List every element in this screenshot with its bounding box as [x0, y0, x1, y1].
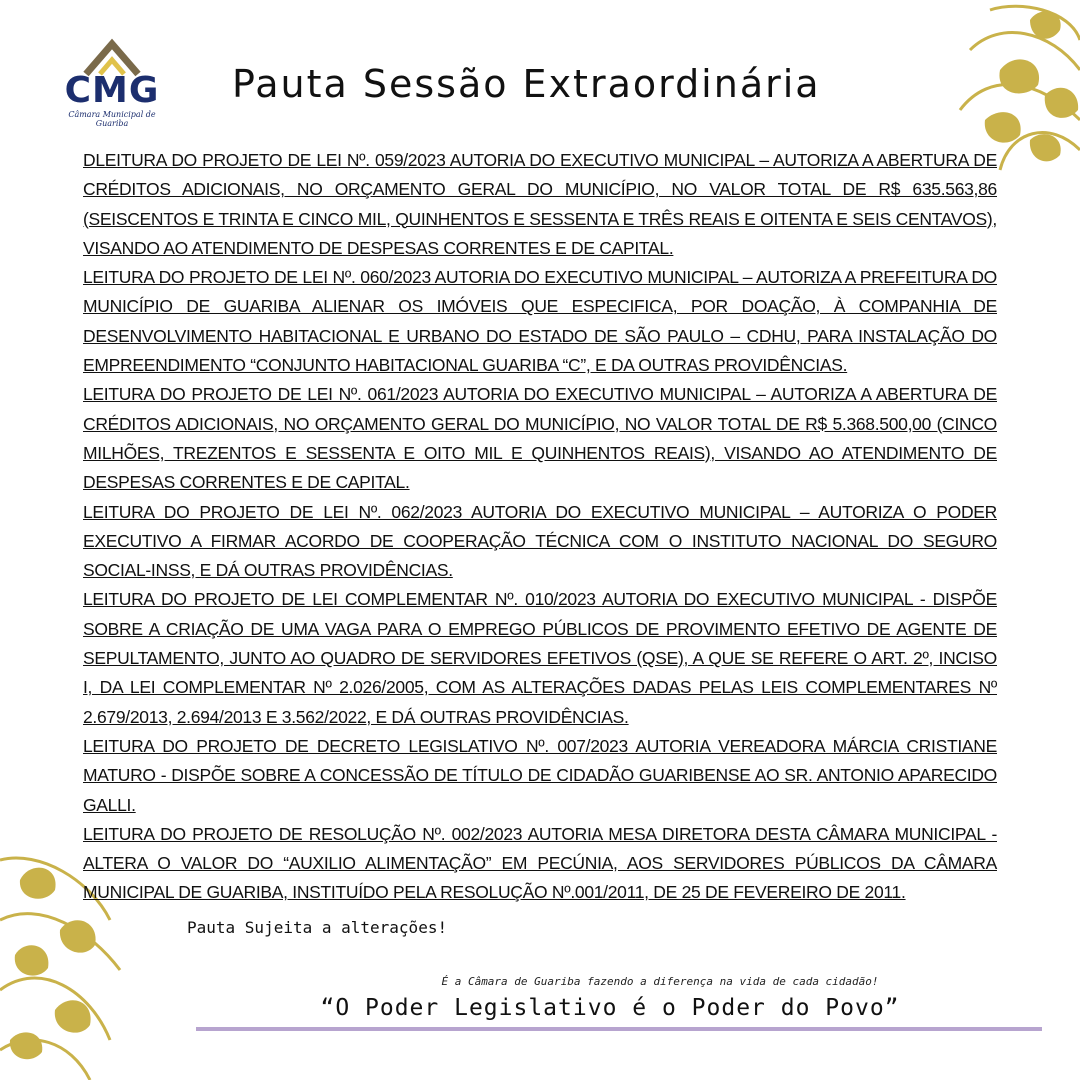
agenda-item: LEITURA DO PROJETO DE RESOLUÇÃO Nº. 002/2023 AUTORIA MESA DIRETORA DESTA CÂMARA MUNICIPAL - ALTERA O VALOR DO “AUXILIO ALIMENTAÇÃO” EM PECÚNIA, AOS SERVIDORES PÚBLICOS DA CÂMARA MUNICIPAL DE GUARIBA, INSTITUÍDO PELA RESOLUÇÃO Nº.001/2011, DE 25 DE FEVEREIRO DE 2011. [83, 823, 997, 903]
agenda-list [83, 146, 997, 908]
logo-subtitle: Câmara Municipal de Guariba [68, 110, 156, 128]
logo [52, 38, 172, 128]
motto-quote: “O Poder Legislativo é o Poder do Povo” [320, 995, 900, 1021]
page-title: Pauta Sessão Extraordinária [232, 62, 821, 106]
schedule-note: Pauta Sujeita a alterações! [187, 918, 448, 937]
agenda-item: LEITURA DO PROJETO DE LEI Nº. 061/2023 AUTORIA DO EXECUTIVO MUNICIPAL – AUTORIZA A ABERTURA DE CRÉDITOS ADICIONAIS, NO ORÇAMENTO GERAL DO MUNICÍPIO, NO VALOR TOTAL DE R$ 5.368.500,00 (CINCO MILHÕES, TREZENTOS E SESSENTA E OITO MIL E QUINHENTOS REAIS), VISANDO AO ATENDIMENTO DE DESPESAS CORRENTES E DE CAPITAL. [83, 384, 997, 493]
agenda-item: DLEITURA DO PROJETO DE LEI Nº. 059/2023 AUTORIA DO EXECUTIVO MUNICIPAL – AUTORIZA A ABERTURA DE CRÉDITOS ADICIONAIS, NO ORÇAMENTO GERAL DO MUNICÍPIO, NO VALOR TOTAL DE R$ 635.563,86 (SEISCENTOS E TRINTA E CINCO MIL, QUINHENTOS E SESSENTA E TRÊS REAIS E OITENTA E SEIS CENTAVOS), VISANDO AO ATENDIMENTO DE DESPESAS CORRENTES E DE CAPITAL. [83, 150, 997, 258]
divider-rule [196, 1027, 1042, 1031]
agenda-item: LEITURA DO PROJETO DE DECRETO LEGISLATIVO Nº. 007/2023 AUTORIA VEREADORA MÁRCIA CRISTIANE MATURO - DISPÕE SOBRE A CONCESSÃO DE TÍTULO DE CIDADÃO GUARIBENSE AO SR. ANTONIO APARECIDO GALLI. [83, 735, 997, 815]
tagline: É a Câmara de Guariba fazendo a diferença na vida de cada cidadão! [441, 975, 879, 988]
agenda-item: LEITURA DO PROJETO DE LEI Nº. 060/2023 AUTORIA DO EXECUTIVO MUNICIPAL – AUTORIZA A PREFEITURA DO MUNICÍPIO DE GUARIBA ALIENAR OS IMÓVEIS QUE ESPECIFICA, POR DOAÇÃO, À COMPANHIA DE DESENVOLVIMENTO HABITACIONAL E URBANO DO ESTADO DE SÃO PAULO – CDHU, PARA INSTALAÇÃO DO EMPREENDIMENTO “CONJUNTO HABITACIONAL GUARIBA “C”, E DA OUTRAS PROVIDÊNCIAS. [83, 267, 997, 376]
agenda-item: LEITURA DO PROJETO DE LEI Nº. 062/2023 AUTORIA DO EXECUTIVO MUNICIPAL – AUTORIZA O PODER EXECUTIVO A FIRMAR ACORDO DE COOPERAÇÃO TÉCNICA COM O INSTITUTO NACIONAL DO SEGURO SOCIAL-INSS, E DÁ OUTRAS PROVIDÊNCIAS. [83, 501, 997, 581]
logo-text: CMG [64, 70, 160, 111]
agenda-item: LEITURA DO PROJETO DE LEI COMPLEMENTAR Nº. 010/2023 AUTORIA DO EXECUTIVO MUNICIPAL - DISPÕE SOBRE A CRIAÇÃO DE UMA VAGA PARA O EMPREGO PÚBLICOS DE PROVIMENTO EFETIVO DE AGENTE DE SEPULTAMENTO, JUNTO AO QUADRO DE SERVIDORES EFETIVOS (QSE), A QUE SE REFERE O ART. 2º, INCISO I, DA LEI COMPLEMENTAR Nº 2.026/2005, COM AS ALTERAÇÕES DADAS PELAS LEIS COMPLEMENTARES Nº 2.679/2013, 2.694/2013 E 3.562/2022, E DÁ OUTRAS PROVIDÊNCIAS. [83, 589, 997, 727]
